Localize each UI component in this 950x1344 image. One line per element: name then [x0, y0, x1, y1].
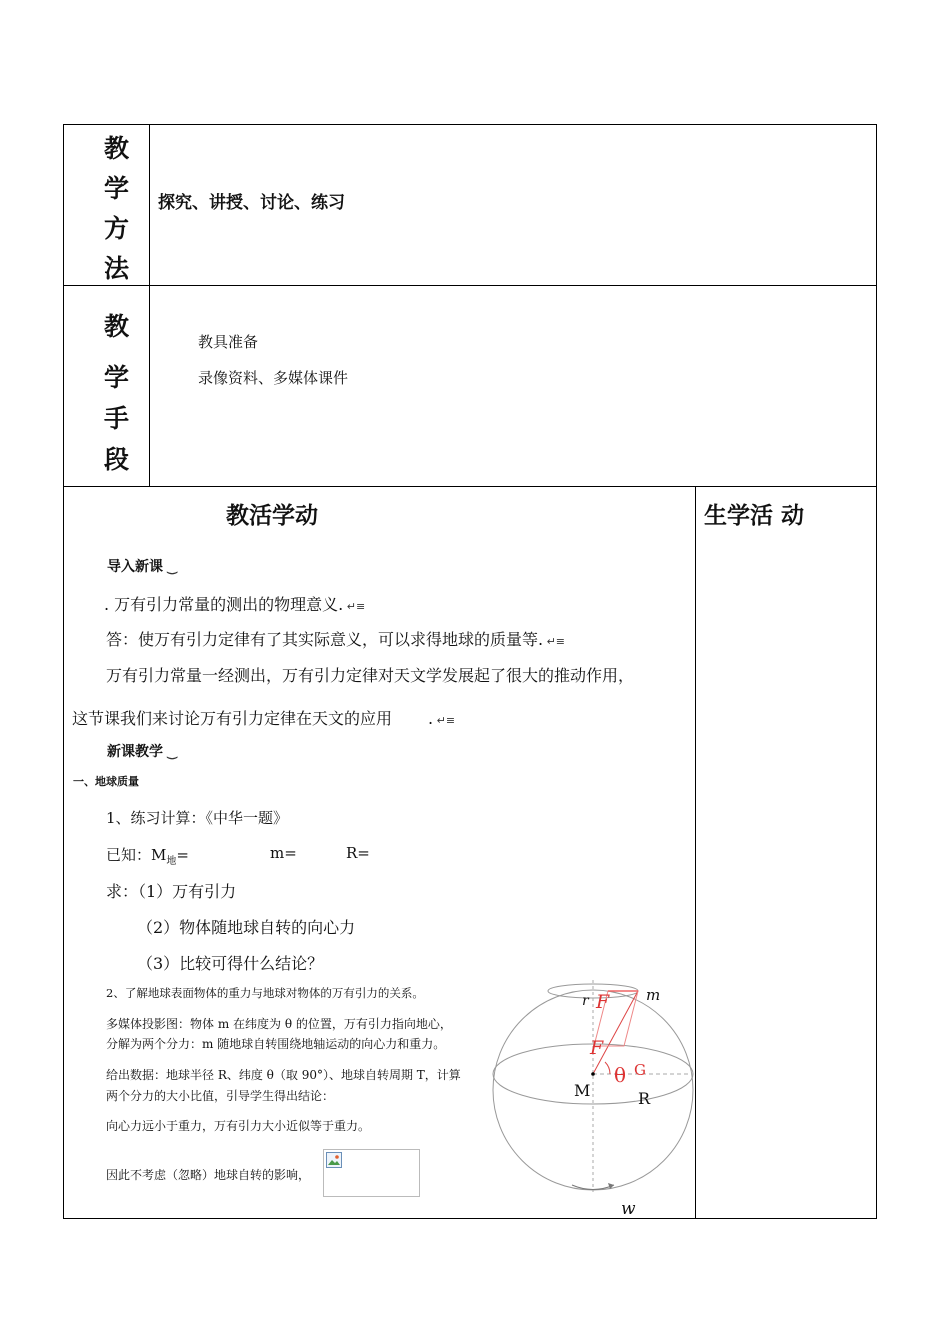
new-lesson-heading: [107, 741, 177, 761]
paragraph-mark: ⏝: [163, 746, 178, 759]
exercise-1: 1、练习计算：《中华一题》: [106, 809, 289, 827]
new-lesson-heading-text: 新课教学: [107, 744, 163, 760]
means-label-char: 手: [104, 404, 130, 433]
means-label-char: 学: [104, 363, 130, 392]
diagram-label-G: G: [634, 1061, 646, 1079]
teacher-activity-header: 教活学动: [226, 503, 318, 529]
method-content: 探究、讲授、讨论、练习: [158, 193, 345, 213]
paragraph-mark: ↵≡: [433, 714, 456, 727]
angle-arc: [605, 1062, 610, 1074]
intro-heading-text: 导入新课: [107, 559, 163, 575]
answer-1: [106, 627, 565, 650]
diagram-label-theta: θ: [614, 1063, 627, 1087]
known-label: 已知：M: [106, 846, 167, 864]
paragraph-1: 万有引力常量一经测出，万有引力定律对天文学发展起了很大的推动作用，: [106, 666, 635, 685]
intro-heading: [107, 556, 177, 576]
means-line-2: 录像资料、多媒体课件: [198, 369, 349, 387]
question-1-text: . 万有引力常量的测出的物理意义.: [104, 595, 344, 614]
broken-image-icon: [326, 1152, 342, 1168]
diagram-label-m: m: [646, 986, 661, 1004]
therefore-line: 因此不考虑（忽略）地球自转的影响，: [106, 1168, 311, 1182]
student-activity-header: 生学活 动: [704, 503, 805, 529]
diagram-label-w: w: [621, 1199, 636, 1219]
means-line-1: 教具准备: [198, 333, 259, 351]
question-1: [104, 592, 365, 615]
known-eq: =: [176, 846, 189, 864]
ask-3: （3）比较可得什么结论？: [137, 954, 324, 973]
embedded-image-placeholder: [323, 1149, 420, 1197]
paragraph-2-text: 这节课我们来讨论万有引力定律在天文的应用: [72, 709, 393, 728]
method-label-char: 法: [104, 254, 130, 283]
means-label-char: 教: [104, 312, 130, 341]
method-label-char: 学: [104, 174, 130, 203]
conclusion: 向心力远小于重力，万有引力大小近似等于重力。: [106, 1119, 371, 1133]
diagram-label-r: r: [582, 993, 589, 1009]
section-1-heading: 一、地球质量: [73, 775, 139, 788]
given-data-line-1: 给出数据：地球半径 R、纬度 θ（取 90°）、地球自转周期 T，计算: [106, 1068, 461, 1082]
given-data-line-2: 两个分力的大小比值，引导学生得出结论：: [106, 1089, 335, 1103]
diagram-label-F2: F: [590, 1037, 604, 1059]
multimedia-line-2: 分解为两个分力：m 随地球自转围绕地轴运动的向心力和重力。: [106, 1037, 446, 1051]
answer-1-text: 答：使万有引力定律有了其实际意义，可以求得地球的质量等.: [106, 630, 544, 649]
ask-1: 求：（1）万有引力: [106, 882, 237, 901]
means-label-char: 段: [104, 445, 130, 474]
known-subscript: 地: [166, 856, 177, 867]
paragraph-2: [72, 706, 455, 729]
method-label-char: 方: [104, 214, 130, 243]
paragraph-2-end: .: [428, 709, 434, 728]
item-2: 2、了解地球表面物体的重力与地球对物体的万有引力的关系。: [106, 986, 424, 1000]
known-values: [106, 844, 189, 867]
diagram-label-R: R: [638, 1089, 651, 1108]
paragraph-mark: ⏝: [163, 561, 178, 574]
known-m: m=: [270, 844, 297, 862]
diagram-label-F1: F: [596, 991, 610, 1013]
multimedia-line-1: 多媒体投影图：物体 m 在纬度为 θ 的位置，万有引力指向地心，: [106, 1017, 452, 1031]
row-divider-2: [63, 486, 877, 487]
earth-diagram: [490, 982, 710, 1217]
row-divider-1: [63, 285, 877, 286]
paragraph-mark: ↵≡: [343, 600, 366, 613]
paragraph-mark: ↵≡: [543, 635, 566, 648]
method-label-char: 教: [104, 134, 130, 163]
diagram-label-M: M: [574, 1081, 591, 1100]
ask-2: （2）物体随地球自转的向心力: [137, 918, 356, 937]
known-r: R=: [346, 844, 370, 862]
label-column-divider: [149, 124, 150, 486]
earth-center-dot: [591, 1072, 595, 1076]
